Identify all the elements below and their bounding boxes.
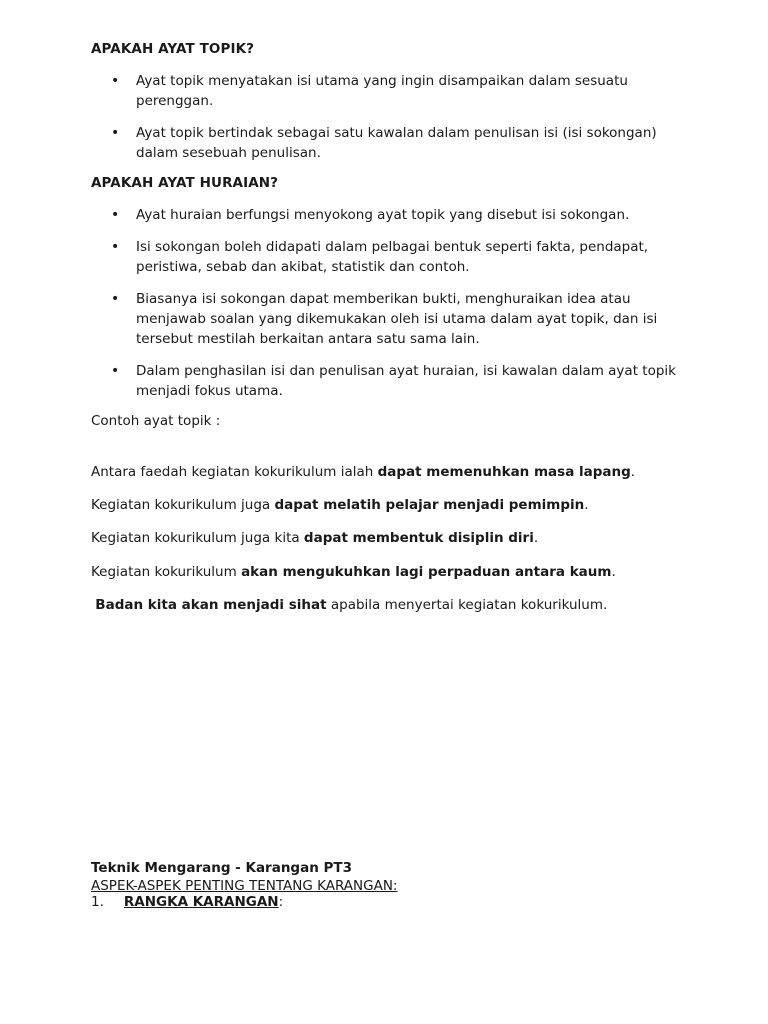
sentence-text: Antara faedah kegiatan kokurikulum ialah (91, 464, 378, 480)
sentence-bold-text: Badan kita akan menjadi sihat (95, 597, 327, 613)
ayat-topik-list (91, 71, 691, 163)
item-suffix: : (278, 894, 284, 910)
sentence-text: . (630, 464, 636, 480)
list-item: • Biasanya isi sokongan dapat memberikan bukti, menghuraikan idea atau menjawab soalan yang dikemukakan oleh isi utama dalam ayat topik, dan isi tersebut mestilah berkaitan antara satu sama lain. (91, 289, 691, 349)
ayat-huraian-list (91, 205, 691, 401)
example-sentence (91, 528, 711, 548)
sentence-text: Kegiatan kokurikulum juga (91, 497, 275, 513)
sentence-bold-text: akan mengukuhkan lagi perpaduan antara kaum (241, 564, 612, 580)
example-sentence (91, 595, 711, 615)
sentence-bold-text: dapat memenuhkan masa lapang (377, 464, 631, 480)
list-item: • Dalam penghasilan isi dan penulisan ayat huraian, isi kawalan dalam ayat topik menjadi fokus utama. (91, 361, 691, 401)
sentence-bold-text: dapat membentuk disiplin diri (303, 530, 534, 546)
numbered-item (91, 893, 283, 911)
sentence-text: . (611, 564, 616, 580)
list-item: • Isi sokongan boleh didapati dalam pelbagai bentuk seperti fakta, pendapat, peristiwa, sebab dan akibat, statistik dan contoh. (91, 237, 691, 277)
list-item: • Ayat huraian berfungsi menyokong ayat topik yang disebut isi sokongan. (91, 205, 691, 225)
sentence-text: . (584, 497, 589, 513)
item-label: RANGKA KARANGAN (123, 894, 279, 910)
sentence-text: Kegiatan kokurikulum juga kita (91, 530, 304, 546)
sentence-text: Kegiatan kokurikulum (91, 564, 242, 580)
sentence-text: apabila menyertai kegiatan kokurikulum. (326, 597, 608, 613)
sentence-bold-text: dapat melatih pelajar menjadi pemimpin (274, 497, 585, 513)
heading-ayat-huraian: APAKAH AYAT HURAIAN? (91, 175, 279, 191)
example-sentence (91, 562, 711, 582)
examples-label: Contoh ayat topik : (91, 413, 221, 429)
list-item: • Ayat topik menyatakan isi utama yang ingin disampaikan dalam sesuatu perenggan. (91, 71, 691, 111)
list-item: • Ayat topik bertindak sebagai satu kawalan dalam penulisan isi (isi sokongan) dalam sesebuah penulisan. (91, 123, 691, 163)
example-sentence (91, 495, 711, 515)
heading-ayat-topik: APAKAH AYAT TOPIK? (91, 41, 255, 57)
section-subtitle: ASPEK-ASPEK PENTING TENTANG KARANGAN: (91, 878, 398, 894)
example-sentence (91, 462, 711, 482)
sentence-text: . (533, 530, 539, 546)
item-number: 1. (91, 894, 104, 910)
section-title: Teknik Mengarang - Karangan PT3 (91, 860, 353, 876)
